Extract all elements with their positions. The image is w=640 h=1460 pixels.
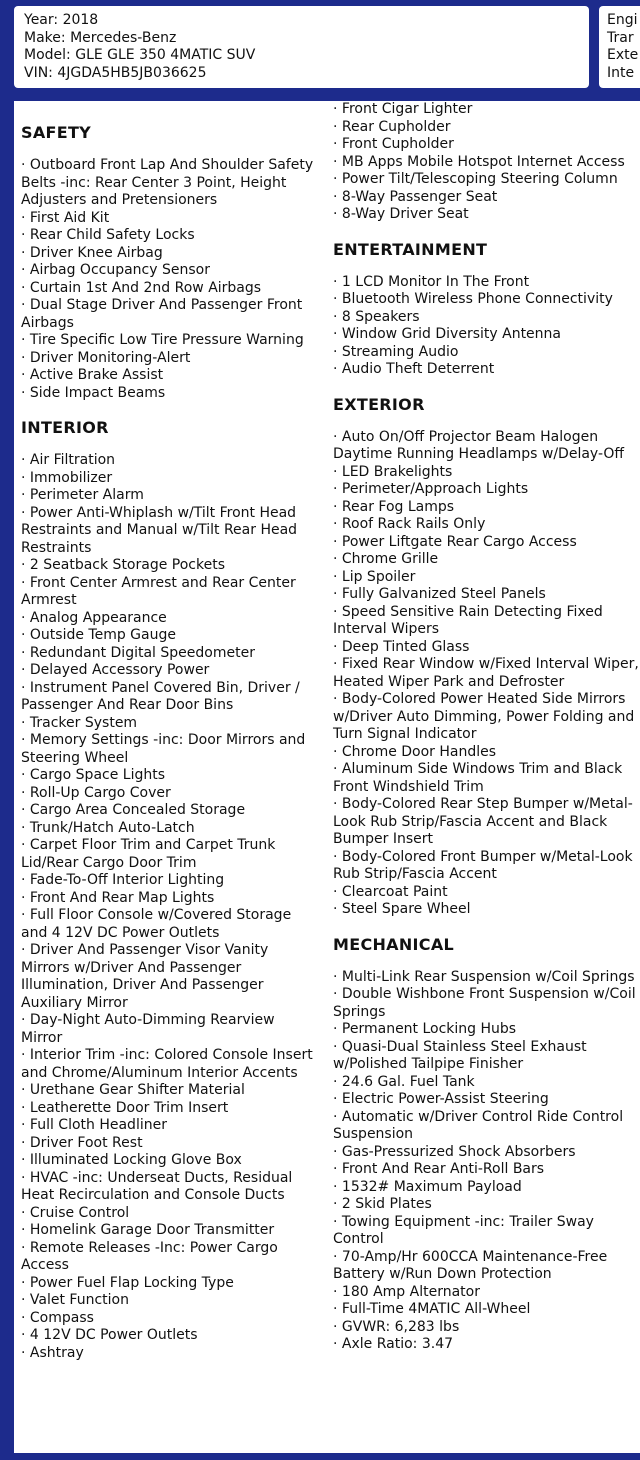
safety-item: · Outboard Front Lap And Shoulder Safety Belts -inc: Rear Center 3 Point, Height Adjusters and Pretensioners <box>21 157 317 210</box>
safety-item: · First Aid Kit <box>21 210 317 228</box>
interior-item: · Tracker System <box>21 715 317 733</box>
interior-item: · 2 Seatback Storage Pockets <box>21 557 317 575</box>
safety-item: · Rear Child Safety Locks <box>21 227 317 245</box>
interior-continued-list <box>333 101 640 224</box>
mechanical-item: · Electric Power-Assist Steering <box>333 1091 640 1109</box>
year-line <box>24 12 579 30</box>
exterior-item: · Lip Spoiler <box>333 569 640 587</box>
safety-item: · Dual Stage Driver And Passenger Front Airbags <box>21 297 317 332</box>
mechanical-item: · 1532# Maximum Payload <box>333 1179 640 1197</box>
vin-line <box>24 65 579 83</box>
interior-item: · Analog Appearance <box>21 610 317 628</box>
mechanical-item: · GVWR: 6,283 lbs <box>333 1319 640 1337</box>
interior-label: Inte <box>607 64 635 81</box>
safety-item: · Tire Specific Low Tire Pressure Warning <box>21 332 317 350</box>
interior-item: · Memory Settings -inc: Door Mirrors and Steering Wheel <box>21 732 317 767</box>
exterior-item: · Fully Galvanized Steel Panels <box>333 586 640 604</box>
interior-item: · Instrument Panel Covered Bin, Driver / Passenger And Rear Door Bins <box>21 680 317 715</box>
interior-item: · Perimeter Alarm <box>21 487 317 505</box>
safety-item: · Driver Knee Airbag <box>21 245 317 263</box>
interior-continued-item: · Front Cigar Lighter <box>333 101 640 119</box>
interior-item: · Roll-Up Cargo Cover <box>21 785 317 803</box>
mechanical-item: · 24.6 Gal. Fuel Tank <box>333 1074 640 1092</box>
interior-continued-item: · MB Apps Mobile Hotspot Internet Access <box>333 154 640 172</box>
exterior-item: · Steel Spare Wheel <box>333 901 640 919</box>
exterior-item: · Clearcoat Paint <box>333 884 640 902</box>
interior-continued-item: · 8-Way Passenger Seat <box>333 189 640 207</box>
interior-item: · Front And Rear Map Lights <box>21 890 317 908</box>
mechanical-item: · Front And Rear Anti-Roll Bars <box>333 1161 640 1179</box>
interior-item: · Leatherette Door Trim Insert <box>21 1100 317 1118</box>
interior-item: · 4 12V DC Power Outlets <box>21 1327 317 1345</box>
safety-item: · Curtain 1st And 2nd Row Airbags <box>21 280 317 298</box>
safety-section <box>21 123 317 402</box>
entertainment-item: · Bluetooth Wireless Phone Connectivity <box>333 291 640 309</box>
year-value: 2018 <box>62 12 99 28</box>
exterior-label: Exte <box>607 47 639 63</box>
interior-item: · Cargo Space Lights <box>21 767 317 785</box>
vin-value: 4JGDA5HB5JB036625 <box>57 64 207 81</box>
mechanical-item: · Automatic w/Driver Control Ride Control Suspension <box>333 1109 640 1144</box>
exterior-item: · Power Liftgate Rear Cargo Access <box>333 534 640 552</box>
exterior-item: · Rear Fog Lamps <box>333 499 640 517</box>
exterior-item: · Body-Colored Front Bumper w/Metal-Look Rub Strip/Fascia Accent <box>333 849 640 884</box>
entertainment-item: · Streaming Audio <box>333 344 640 362</box>
mechanical-item: · Permanent Locking Hubs <box>333 1021 640 1039</box>
make-line <box>24 30 579 48</box>
vehicle-info-panel <box>14 6 589 88</box>
interior-item: · Power Anti-Whiplash w/Tilt Front Head Restraints and Manual w/Tilt Rear Head Restraints <box>21 505 317 558</box>
interior-item: · Valet Function <box>21 1292 317 1310</box>
engine-label: Engi <box>607 12 638 28</box>
vin-label: VIN: <box>24 64 53 81</box>
exterior-section <box>333 395 640 919</box>
exterior-item: · Chrome Grille <box>333 551 640 569</box>
interior-item: · Interior Trim -inc: Colored Console Insert and Chrome/Aluminum Interior Accents <box>21 1047 317 1082</box>
interior-section <box>21 418 317 1362</box>
mechanical-item: · Towing Equipment -inc: Trailer Sway Control <box>333 1214 640 1249</box>
interior-item: · Fade-To-Off Interior Lighting <box>21 872 317 890</box>
model-line <box>24 47 579 65</box>
interior-item: · Front Center Armrest and Rear Center Armrest <box>21 575 317 610</box>
interior-item: · Trunk/Hatch Auto-Latch <box>21 820 317 838</box>
mechanical-item: · Multi-Link Rear Suspension w/Coil Springs <box>333 969 640 987</box>
interior-item: · Delayed Accessory Power <box>21 662 317 680</box>
interior-item: · Driver And Passenger Visor Vanity Mirrors w/Driver And Passenger Illumination, Driver And Passenger Auxiliary Mirror <box>21 942 317 1012</box>
entertainment-section <box>333 240 640 379</box>
interior-heading: INTERIOR <box>21 418 109 437</box>
exterior-item: · LED Brakelights <box>333 464 640 482</box>
exterior-item: · Deep Tinted Glass <box>333 639 640 657</box>
mechanical-heading: MECHANICAL <box>333 934 455 954</box>
interior-continued-item: · Front Cupholder <box>333 136 640 154</box>
model-value: GLE GLE 350 4MATIC SUV <box>75 47 256 63</box>
interior-item: · Homelink Garage Door Transmitter <box>21 1222 317 1240</box>
interior-item: · Illuminated Locking Glove Box <box>21 1152 317 1170</box>
interior-continued-item: · Power Tilt/Telescoping Steering Column <box>333 171 640 189</box>
safety-item: · Side Impact Beams <box>21 385 317 403</box>
exterior-item: · Chrome Door Handles <box>333 744 640 762</box>
entertainment-item: · Window Grid Diversity Antenna <box>333 326 640 344</box>
mechanical-item: · Quasi-Dual Stainless Steel Exhaust w/Polished Tailpipe Finisher <box>333 1039 640 1074</box>
interior-item: · Outside Temp Gauge <box>21 627 317 645</box>
mechanical-item: · 70-Amp/Hr 600CCA Maintenance-Free Battery w/Run Down Protection <box>333 1249 640 1284</box>
interior-continued-item: · Rear Cupholder <box>333 119 640 137</box>
interior-item: · Air Filtration <box>21 452 317 470</box>
year-label: Year: <box>24 12 59 28</box>
mechanical-item: · Gas-Pressurized Shock Absorbers <box>333 1144 640 1162</box>
mechanical-section <box>333 935 640 1354</box>
interior-item: · Compass <box>21 1310 317 1328</box>
mechanical-item: · Double Wishbone Front Suspension w/Coil Springs <box>333 986 640 1021</box>
interior-item: · Urethane Gear Shifter Material <box>21 1082 317 1100</box>
model-label: Model: <box>24 47 71 63</box>
mechanical-item: · 180 Amp Alternator <box>333 1284 640 1302</box>
features-panel <box>14 101 640 1453</box>
mechanical-item: · 2 Skid Plates <box>333 1196 640 1214</box>
interior-item: · Power Fuel Flap Locking Type <box>21 1275 317 1293</box>
entertainment-heading: ENTERTAINMENT <box>333 239 488 259</box>
safety-heading: SAFETY <box>21 123 92 142</box>
interior-item: · Immobilizer <box>21 470 317 488</box>
safety-item: · Driver Monitoring-Alert <box>21 350 317 368</box>
entertainment-item: · 1 LCD Monitor In The Front <box>333 274 640 292</box>
safety-item: · Active Brake Assist <box>21 367 317 385</box>
interior-item: · Ashtray <box>21 1345 317 1363</box>
mechanical-item: · Full-Time 4MATIC All-Wheel <box>333 1301 640 1319</box>
make-label: Make: <box>24 29 66 46</box>
exterior-heading: EXTERIOR <box>333 394 425 414</box>
interior-item: · Redundant Digital Speedometer <box>21 645 317 663</box>
transmission-label: Trar <box>607 29 634 46</box>
exterior-item: · Fixed Rear Window w/Fixed Interval Wiper, Heated Wiper Park and Defroster <box>333 656 640 691</box>
exterior-item: · Speed Sensitive Rain Detecting Fixed Interval Wipers <box>333 604 640 639</box>
entertainment-item: · Audio Theft Deterrent <box>333 361 640 379</box>
make-value: Mercedes-Benz <box>70 29 177 46</box>
interior-item: · Cargo Area Concealed Storage <box>21 802 317 820</box>
features-column-left <box>21 101 317 1378</box>
features-column-right <box>333 101 640 1370</box>
interior-item: · Full Floor Console w/Covered Storage and 4 12V DC Power Outlets <box>21 907 317 942</box>
exterior-item: · Body-Colored Power Heated Side Mirrors w/Driver Auto Dimming, Power Folding and Turn Signal Indicator <box>333 691 640 744</box>
interior-item: · HVAC -inc: Underseat Ducts, Residual Heat Recirculation and Console Ducts <box>21 1170 317 1205</box>
safety-item: · Airbag Occupancy Sensor <box>21 262 317 280</box>
exterior-item: · Roof Rack Rails Only <box>333 516 640 534</box>
exterior-item: · Perimeter/Approach Lights <box>333 481 640 499</box>
exterior-item: · Body-Colored Rear Step Bumper w/Metal-Look Rub Strip/Fascia Accent and Black Bumper Insert <box>333 796 640 849</box>
interior-continued-item: · 8-Way Driver Seat <box>333 206 640 224</box>
exterior-item: · Auto On/Off Projector Beam Halogen Daytime Running Headlamps w/Delay-Off <box>333 429 640 464</box>
interior-item: · Day-Night Auto-Dimming Rearview Mirror <box>21 1012 317 1047</box>
exterior-item: · Aluminum Side Windows Trim and Black Front Windshield Trim <box>333 761 640 796</box>
mechanical-item: · Axle Ratio: 3.47 <box>333 1336 640 1354</box>
interior-item: · Remote Releases -Inc: Power Cargo Access <box>21 1240 317 1275</box>
specs-panel <box>599 6 640 88</box>
interior-item: · Full Cloth Headliner <box>21 1117 317 1135</box>
entertainment-item: · 8 Speakers <box>333 309 640 327</box>
interior-item: · Driver Foot Rest <box>21 1135 317 1153</box>
interior-item: · Carpet Floor Trim and Carpet Trunk Lid/Rear Cargo Door Trim <box>21 837 317 872</box>
interior-item: · Cruise Control <box>21 1205 317 1223</box>
